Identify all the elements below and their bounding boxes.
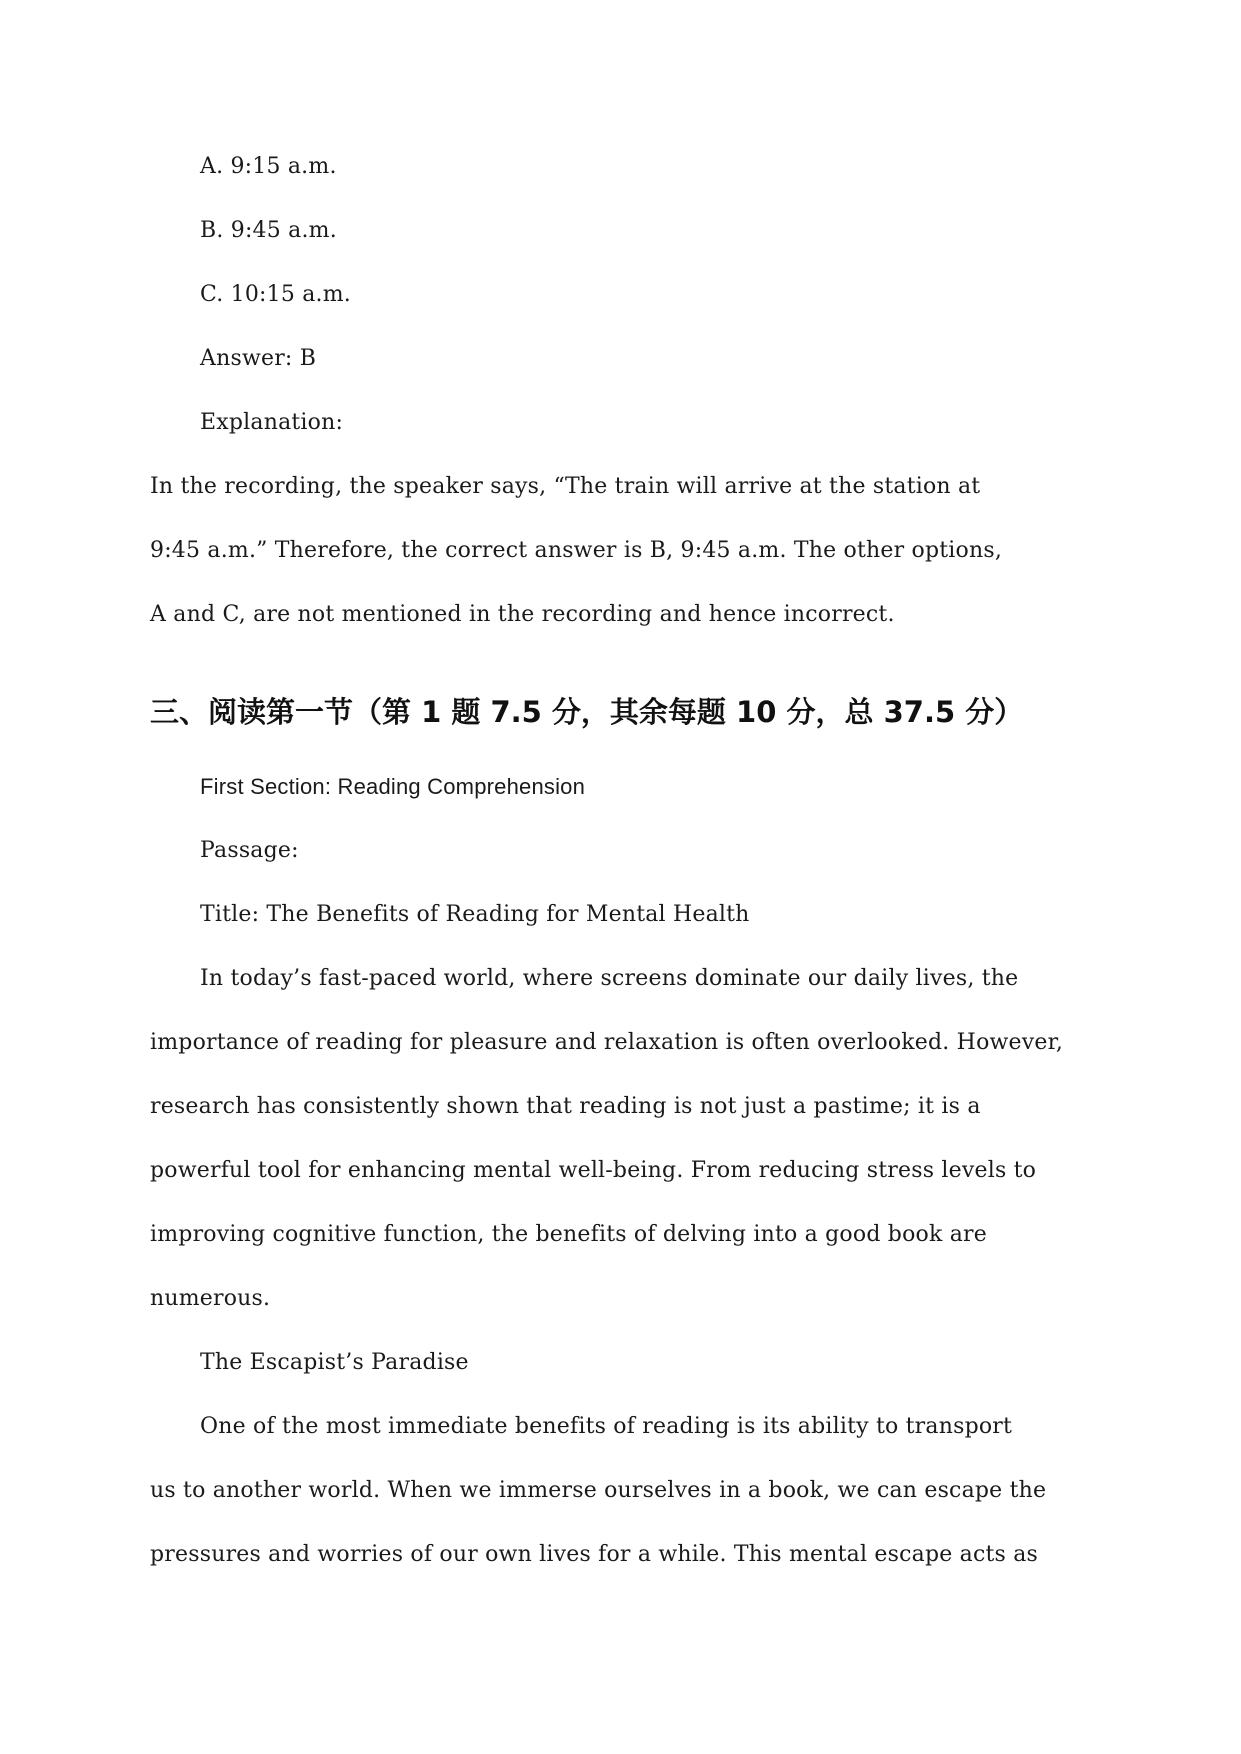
paragraph-line: powerful tool for enhancing mental well-being. From reducing stress levels to [150,1158,1037,1183]
explanation-line: In the recording, the speaker says, “The train will arrive at the station at [150,474,981,499]
paragraph-line: numerous. [150,1286,271,1311]
subheading: The Escapist’s Paradise [200,1350,469,1375]
section-subtitle: First Section: Reading Comprehension [200,774,586,799]
paragraph-line: In today’s fast-paced world, where screens dominate our daily lives, the [200,966,1019,991]
paragraph-line: pressures and worries of our own lives for a while. This mental escape acts as [150,1542,1039,1567]
passage-label: Passage: [200,838,299,863]
paragraph-line: improving cognitive function, the benefits of delving into a good book are [150,1222,987,1247]
paragraph-line: us to another world. When we immerse ourselves in a book, we can escape the [150,1478,1047,1503]
passage-title: Title: The Benefits of Reading for Mental Health [200,902,750,927]
option-a: A. 9:15 a.m. [200,154,337,179]
option-c: C. 10:15 a.m. [200,282,351,307]
option-b: B. 9:45 a.m. [200,218,337,243]
section-heading: 三、阅读第一节（第 1 题 7.5 分，其余每题 10 分，总 37.5 分） [150,695,1024,729]
explanation-label: Explanation: [200,410,344,435]
paragraph-line: One of the most immediate benefits of reading is its ability to transport [200,1414,1013,1439]
answer-line: Answer: B [200,346,317,371]
paragraph-line: research has consistently shown that reading is not just a pastime; it is a [150,1094,981,1119]
paragraph-line: importance of reading for pleasure and relaxation is often overlooked. However, [150,1030,1064,1055]
explanation-line: 9:45 a.m.” Therefore, the correct answer is B, 9:45 a.m. The other options, [150,538,1003,563]
explanation-line: A and C, are not mentioned in the recording and hence incorrect. [150,602,895,627]
